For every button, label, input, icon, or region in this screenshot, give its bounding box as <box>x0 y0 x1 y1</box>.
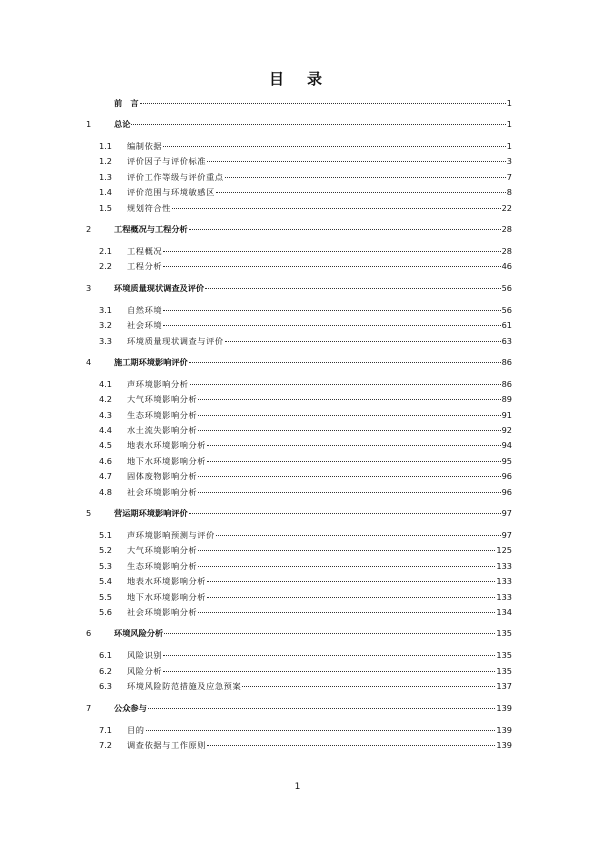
toc-entry-page: 86 <box>501 378 512 389</box>
toc-chapter-entry[interactable] <box>86 224 512 239</box>
toc-entry-label: 调查依据与工作原则 <box>127 739 207 750</box>
toc-section-entry[interactable] <box>86 172 512 187</box>
toc-entry-number: 3.1 <box>99 304 113 315</box>
toc-leader-dots <box>198 566 495 567</box>
toc-entry-page: 8 <box>506 187 512 198</box>
toc-leader-dots <box>189 362 501 363</box>
toc-leader-dots <box>225 177 506 178</box>
toc-entry-page: 56 <box>501 282 512 293</box>
toc-leader-dots <box>207 581 495 582</box>
toc-leader-dots <box>198 476 500 477</box>
toc-entry-number: 7 <box>86 702 92 713</box>
toc-entry-label: 自然环境 <box>127 304 163 315</box>
toc-entry-page: 28 <box>501 223 512 234</box>
toc-entry-label: 目的 <box>127 724 145 735</box>
toc-section-entry[interactable] <box>86 740 512 755</box>
toc-entry-number: 4.8 <box>99 486 113 497</box>
toc-leader-dots <box>190 384 501 385</box>
toc-section-entry[interactable] <box>86 141 512 156</box>
toc-entry-number: 6.1 <box>99 650 113 661</box>
toc-leader-dots <box>198 612 495 613</box>
toc-leader-dots <box>225 341 501 342</box>
toc-entry-page: 63 <box>501 335 512 346</box>
toc-leader-dots <box>163 310 500 311</box>
toc-entry-page: 96 <box>501 486 512 497</box>
toc-entry-page: 94 <box>501 440 512 451</box>
toc-entry-page: 92 <box>501 425 512 436</box>
toc-entry-number: 6 <box>86 628 92 639</box>
toc-entry-label: 固体废物影响分析 <box>127 471 198 482</box>
toc-entry-number: 4.7 <box>99 471 113 482</box>
toc-leader-dots <box>189 229 501 230</box>
toc-entry-page: 86 <box>501 356 512 367</box>
toc-entry-number: 3.2 <box>99 320 113 331</box>
toc-leader-dots <box>198 430 500 431</box>
toc-chapter-entry[interactable] <box>86 283 512 298</box>
toc-entry-number: 2.1 <box>99 245 113 256</box>
toc-entry-number: 1.1 <box>99 141 113 151</box>
toc-entry-label: 生态环境影响分析 <box>127 409 198 420</box>
toc-section-entry[interactable] <box>86 203 512 218</box>
toc-entry-label: 工程分析 <box>127 261 163 272</box>
toc-entry-label: 地表水环境影响分析 <box>127 576 207 587</box>
toc-chapter-entry[interactable] <box>86 98 512 113</box>
toc-entry-label: 地表水环境影响分析 <box>127 440 207 451</box>
toc-leader-dots <box>163 655 495 656</box>
toc-chapter-entry[interactable] <box>86 357 512 372</box>
toc-entry-page: 56 <box>501 304 512 315</box>
toc-entry-number: 5.6 <box>99 606 113 617</box>
table-of-contents <box>86 98 512 755</box>
toc-entry-page: 125 <box>496 545 512 556</box>
toc-entry-page: 95 <box>501 455 512 466</box>
toc-leader-dots <box>163 325 500 326</box>
toc-leader-dots <box>207 461 500 462</box>
toc-entry-number: 4.5 <box>99 440 113 451</box>
toc-entry-label: 社会环境影响分析 <box>127 486 198 497</box>
toc-entry-page: 133 <box>496 591 512 602</box>
toc-entry-page: 89 <box>501 394 512 405</box>
toc-leader-dots <box>198 399 500 400</box>
toc-entry-page: 134 <box>496 606 512 617</box>
toc-entry-page: 91 <box>501 409 512 420</box>
toc-section-entry[interactable] <box>86 471 512 486</box>
toc-entry-label: 生态环境影响分析 <box>127 560 198 571</box>
toc-entry-label: 评价因子与评价标准 <box>127 156 207 167</box>
toc-section-entry[interactable] <box>86 336 512 351</box>
toc-entry-number: 5 <box>86 508 92 519</box>
toc-entry-page: 1 <box>506 98 512 108</box>
toc-leader-dots <box>146 730 496 731</box>
toc-entry-label: 公众参与 <box>114 702 147 713</box>
toc-entry-page: 46 <box>501 261 512 272</box>
toc-entry-number: 1.3 <box>99 171 113 182</box>
toc-entry-page: 133 <box>496 560 512 571</box>
toc-leader-dots <box>163 266 500 267</box>
toc-entry-page: 1 <box>506 141 512 151</box>
toc-leader-dots <box>207 161 506 162</box>
toc-entry-label: 评价范围与环境敏感区 <box>127 187 215 198</box>
toc-entry-number: 1.4 <box>99 187 113 198</box>
toc-entry-page: 139 <box>496 739 512 750</box>
toc-section-entry[interactable] <box>86 394 512 409</box>
toc-entry-label: 环境风险防范措施及应急预案 <box>127 681 242 692</box>
toc-entry-page: 133 <box>496 576 512 587</box>
toc-entry-label: 环境风险分析 <box>114 628 164 639</box>
toc-entry-number: 7.2 <box>99 739 113 750</box>
toc-section-entry[interactable] <box>86 725 512 740</box>
toc-entry-number: 5.5 <box>99 591 113 602</box>
toc-entry-page: 22 <box>501 202 512 213</box>
toc-entry-number: 4.2 <box>99 394 113 405</box>
toc-leader-dots <box>189 513 501 514</box>
toc-entry-page: 139 <box>496 724 512 735</box>
toc-section-entry[interactable] <box>86 440 512 455</box>
toc-entry-label: 大气环境影响分析 <box>127 545 198 556</box>
toc-leader-dots <box>164 633 495 634</box>
toc-entry-number: 7.1 <box>99 724 113 735</box>
toc-entry-number: 4 <box>86 356 92 367</box>
toc-leader-dots <box>198 415 500 416</box>
toc-entry-label: 地下水环境影响分析 <box>127 591 207 602</box>
toc-chapter-entry[interactable] <box>86 628 512 643</box>
toc-leader-dots <box>163 671 495 672</box>
toc-leader-dots <box>148 708 496 709</box>
toc-entry-number: 5.4 <box>99 576 113 587</box>
toc-section-entry[interactable] <box>86 456 512 471</box>
toc-leader-dots <box>131 124 505 125</box>
toc-entry-page: 96 <box>501 471 512 482</box>
toc-leader-dots <box>163 146 506 147</box>
toc-section-entry[interactable] <box>86 607 512 622</box>
toc-entry-number: 1.5 <box>99 202 113 213</box>
toc-section-entry[interactable] <box>86 379 512 394</box>
toc-entry-page: 7 <box>506 171 512 182</box>
toc-leader-dots <box>205 288 501 289</box>
toc-entry-label: 总论 <box>114 119 131 129</box>
toc-section-entry[interactable] <box>86 305 512 320</box>
toc-entry-page: 135 <box>496 650 512 661</box>
toc-entry-label: 地下水环境影响分析 <box>127 455 207 466</box>
toc-entry-label: 社会环境 <box>127 320 163 331</box>
toc-entry-label: 声环境影响预测与评价 <box>127 530 215 541</box>
toc-section-entry[interactable] <box>86 487 512 502</box>
toc-section-entry[interactable] <box>86 576 512 591</box>
toc-leader-dots <box>198 492 500 493</box>
toc-entry-number: 6.3 <box>99 681 113 692</box>
toc-entry-number: 1.2 <box>99 156 113 167</box>
toc-section-entry[interactable] <box>86 681 512 696</box>
toc-entry-number: 6.2 <box>99 665 113 676</box>
toc-entry-page: 97 <box>501 530 512 541</box>
toc-entry-number: 2 <box>86 223 92 234</box>
toc-entry-label: 风险分析 <box>127 665 163 676</box>
toc-leader-dots <box>216 535 501 536</box>
toc-leader-dots <box>216 192 506 193</box>
toc-entry-number: 1 <box>86 119 92 129</box>
toc-section-entry[interactable] <box>86 261 512 276</box>
toc-entry-label: 规划符合性 <box>127 202 171 213</box>
toc-entry-label: 施工期环境影响评价 <box>114 356 188 367</box>
toc-entry-page: 28 <box>501 245 512 256</box>
toc-leader-dots <box>207 597 495 598</box>
toc-chapter-entry[interactable] <box>86 508 512 523</box>
toc-entry-number: 4.3 <box>99 409 113 420</box>
toc-section-entry[interactable] <box>86 592 512 607</box>
toc-section-entry[interactable] <box>86 320 512 335</box>
toc-entry-label: 工程概况与工程分析 <box>114 223 188 234</box>
toc-entry-page: 137 <box>496 681 512 692</box>
page-number: 1 <box>294 782 301 792</box>
page-title: 目 录 <box>268 70 326 88</box>
toc-section-entry[interactable] <box>86 187 512 202</box>
toc-entry-label: 社会环境影响分析 <box>127 606 198 617</box>
toc-section-entry[interactable] <box>86 410 512 425</box>
toc-section-entry[interactable] <box>86 156 512 171</box>
toc-entry-page: 61 <box>501 320 512 331</box>
toc-leader-dots <box>140 103 506 104</box>
toc-leader-dots <box>172 208 501 209</box>
toc-entry-page: 135 <box>496 665 512 676</box>
toc-entry-number: 2.2 <box>99 261 113 272</box>
toc-entry-label: 大气环境影响分析 <box>127 394 198 405</box>
toc-entry-label: 环境质量现状调查及评价 <box>114 282 205 293</box>
toc-entry-page: 3 <box>506 156 512 167</box>
toc-entry-page: 139 <box>496 702 512 713</box>
toc-entry-number: 4.4 <box>99 425 113 436</box>
toc-section-entry[interactable] <box>86 246 512 261</box>
toc-section-entry[interactable] <box>86 650 512 665</box>
toc-chapter-entry[interactable] <box>86 119 512 134</box>
toc-entry-number: 4.1 <box>99 378 113 389</box>
toc-entry-number: 5.3 <box>99 560 113 571</box>
toc-entry-number: 5.1 <box>99 530 113 541</box>
toc-entry-label: 声环境影响分析 <box>127 378 189 389</box>
toc-entry-number: 5.2 <box>99 545 113 556</box>
toc-entry-label: 营运期环境影响评价 <box>114 508 188 519</box>
toc-entry-label: 风险识别 <box>127 650 163 661</box>
toc-section-entry[interactable] <box>86 425 512 440</box>
toc-entry-label: 评价工作等级与评价重点 <box>127 171 224 182</box>
toc-entry-label: 前 言 <box>114 98 139 108</box>
toc-entry-number: 4.6 <box>99 455 113 466</box>
toc-entry-label: 环境质量现状调查与评价 <box>127 335 224 346</box>
toc-chapter-entry[interactable] <box>86 703 512 718</box>
toc-entry-label: 水土流失影响分析 <box>127 425 198 436</box>
toc-entry-page: 1 <box>506 119 512 129</box>
toc-entry-label: 编制依据 <box>127 141 163 151</box>
toc-leader-dots <box>163 251 500 252</box>
toc-section-entry[interactable] <box>86 561 512 576</box>
toc-entry-number: 3.3 <box>99 335 113 346</box>
toc-entry-page: 135 <box>496 628 512 639</box>
toc-leader-dots <box>207 745 495 746</box>
toc-leader-dots <box>198 550 495 551</box>
toc-entry-page: 97 <box>501 508 512 519</box>
toc-section-entry[interactable] <box>86 545 512 560</box>
toc-section-entry[interactable] <box>86 530 512 545</box>
toc-leader-dots <box>242 686 495 687</box>
toc-entry-number: 3 <box>86 282 92 293</box>
toc-leader-dots <box>207 445 500 446</box>
toc-entry-label: 工程概况 <box>127 245 163 256</box>
toc-section-entry[interactable] <box>86 666 512 681</box>
